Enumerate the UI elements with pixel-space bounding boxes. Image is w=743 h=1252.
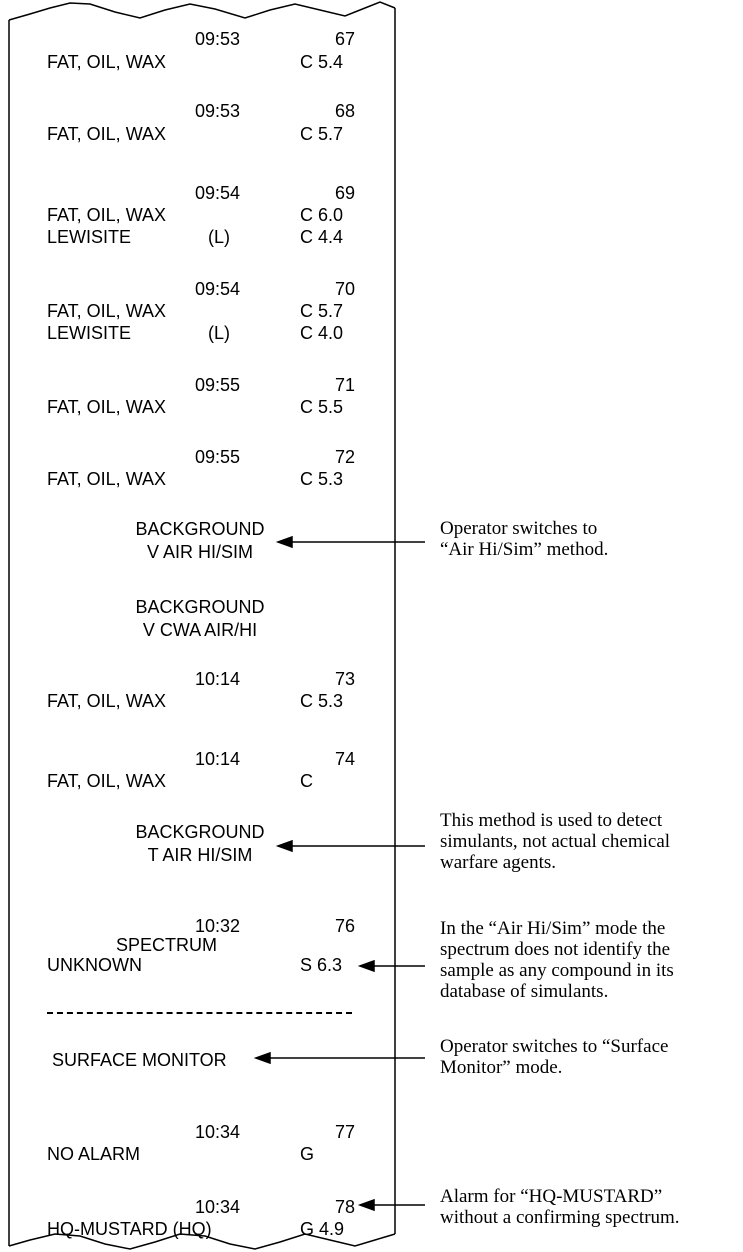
entry-number: 68 — [334, 101, 355, 121]
entry-compound: FAT, OIL, WAX — [47, 301, 167, 321]
entry-agent-code: (L) — [208, 227, 230, 247]
entry-time: 09:55 — [194, 375, 240, 395]
entry-number: 71 — [334, 375, 355, 395]
entry-compound: LEWISITE — [47, 323, 132, 343]
annotation-hq-mustard-alarm — [440, 1186, 740, 1228]
entry-compound: FAT, OIL, WAX — [47, 691, 167, 711]
entry-number: 67 — [334, 29, 355, 49]
entry-compound: LEWISITE — [47, 227, 132, 247]
annotation-line: Monitor” mode. — [440, 1057, 563, 1078]
entry-time: 09:54 — [194, 279, 240, 299]
arrow-head — [278, 841, 292, 851]
annotation-line: database of simulants. — [440, 981, 609, 1002]
entry-value: G — [300, 1144, 315, 1164]
arrow-head — [256, 1053, 270, 1063]
annotation-line: In the “Air Hi/Sim” mode the — [440, 918, 666, 939]
entry-value: G 4.9 — [300, 1219, 345, 1239]
entry-time: 10:34 — [194, 1122, 240, 1142]
entry-value: C 5.7 — [300, 301, 344, 321]
entry-compound: FAT, OIL, WAX — [47, 52, 167, 72]
annotation-line: This method is used to detect — [440, 810, 663, 831]
background-label: BACKGROUND — [135, 519, 265, 539]
background-method: T AIR HI/SIM — [147, 845, 253, 865]
annotation-line: Alarm for “HQ-MUSTARD” — [440, 1186, 663, 1207]
background-method: V CWA AIR/HI — [142, 620, 258, 640]
entry-compound: FAT, OIL, WAX — [47, 205, 167, 225]
arrow-head — [360, 961, 374, 971]
entry-number: 76 — [334, 916, 355, 936]
annotation-unknown-spectrum — [440, 918, 740, 1002]
entry-compound: HQ-MUSTARD (HQ) — [47, 1219, 212, 1239]
entry-compound: FAT, OIL, WAX — [47, 469, 167, 489]
entry-time: 10:14 — [194, 749, 240, 769]
annotation-line: Operator switches to “Surface — [440, 1036, 669, 1057]
entry-number: 73 — [334, 669, 355, 689]
entry-number: 70 — [334, 279, 355, 299]
entry-value: C 5.5 — [300, 397, 344, 417]
entry-number: 78 — [334, 1197, 355, 1217]
entry-time: 10:34 — [194, 1197, 240, 1217]
entry-compound: FAT, OIL, WAX — [47, 771, 167, 791]
entry-number: 77 — [334, 1122, 355, 1142]
arrow-head — [278, 537, 292, 547]
entry-time: 09:53 — [194, 29, 240, 49]
annotation-line: sample as any compound in its — [440, 960, 674, 981]
entry-time: 09:53 — [194, 101, 240, 121]
entry-value: S 6.3 — [300, 955, 343, 975]
entry-number: 72 — [334, 447, 355, 467]
annotation-line: spectrum does not identify the — [440, 939, 671, 960]
entry-value: C 5.3 — [300, 691, 344, 711]
entry-value: C 5.3 — [300, 469, 344, 489]
background-label: BACKGROUND — [135, 822, 265, 842]
entry-number: 74 — [334, 749, 355, 769]
annotation-air-hi-sim-switch — [440, 518, 740, 560]
arrow-head — [360, 1200, 374, 1210]
annotation-line: Operator switches to — [440, 518, 598, 539]
annotation-surface-monitor-switch — [440, 1036, 740, 1078]
annotation-line: warfare agents. — [440, 852, 557, 873]
annotation-line: “Air Hi/Sim” method. — [440, 539, 609, 560]
entry-compound: FAT, OIL, WAX — [47, 397, 167, 417]
entry-value: C 4.0 — [300, 323, 344, 343]
entry-compound: NO ALARM — [47, 1144, 141, 1164]
annotation-line: simulants, not actual chemical — [440, 831, 671, 852]
entry-compound: UNKNOWN — [47, 955, 142, 975]
entry-value: C 6.0 — [300, 205, 344, 225]
entry-compound: FAT, OIL, WAX — [47, 124, 167, 144]
entry-value: C — [300, 771, 313, 791]
annotation-simulant-method — [440, 810, 740, 873]
entry-time: 10:32 — [194, 916, 240, 936]
entry-agent-code: (L) — [208, 323, 230, 343]
entry-value: C 5.4 — [300, 52, 344, 72]
entry-time: 09:55 — [194, 447, 240, 467]
entry-value: C 5.7 — [300, 124, 344, 144]
entry-value: C 4.4 — [300, 227, 344, 247]
entry-time: 09:54 — [194, 183, 240, 203]
annotation-line: without a confirming spectrum. — [440, 1207, 680, 1228]
mode-switch-label: SURFACE MONITOR — [52, 1050, 227, 1070]
spectrum-label: SPECTRUM — [116, 935, 218, 955]
entry-number: 69 — [334, 183, 355, 203]
background-label: BACKGROUND — [135, 597, 265, 617]
entry-time: 10:14 — [194, 669, 240, 689]
background-method: V AIR HI/SIM — [146, 542, 254, 562]
